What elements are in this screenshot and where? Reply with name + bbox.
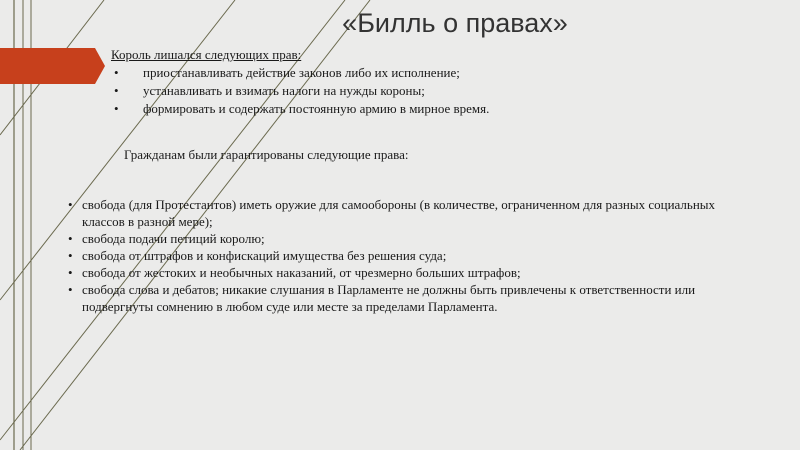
king-rights-section	[111, 46, 631, 118]
red-accent-arrow	[0, 48, 105, 84]
list-item: • устанавливать и взимать налоги на нужды короны;	[111, 82, 631, 100]
citizen-rights-heading: Гражданам были гарантированы следующие права:	[124, 147, 409, 162]
king-rights-heading: Король лишался следующих прав:	[111, 47, 302, 62]
list-item: • свобода от жестоких и необычных наказаний, от чрезмерно больших штрафов;	[82, 264, 742, 281]
list-item: • формировать и содержать постоянную армию в мирное время.	[111, 100, 631, 118]
citizen-rights-list	[82, 196, 742, 315]
list-item: • свобода (для Протестантов) иметь оружие для самообороны (в количестве, ограниченном для разных социальных классов в разной мере);	[82, 196, 742, 230]
citizen-rights-section	[82, 196, 742, 315]
list-item: • свобода от штрафов и конфискаций имущества без решения суда;	[82, 247, 742, 264]
list-item: • свобода слова и дебатов; никакие слушания в Парламенте не должны быть привлечены к ответственности или подвергнуты сомнению в любом суде или месте за пределами Парламента.	[82, 281, 742, 315]
slide-title: «Билль о правах»	[342, 8, 568, 38]
list-item: • приостанавливать действие законов либо их исполнение;	[111, 64, 631, 82]
list-item: • свобода подачи петиций королю;	[82, 230, 742, 247]
king-rights-list	[111, 64, 631, 118]
